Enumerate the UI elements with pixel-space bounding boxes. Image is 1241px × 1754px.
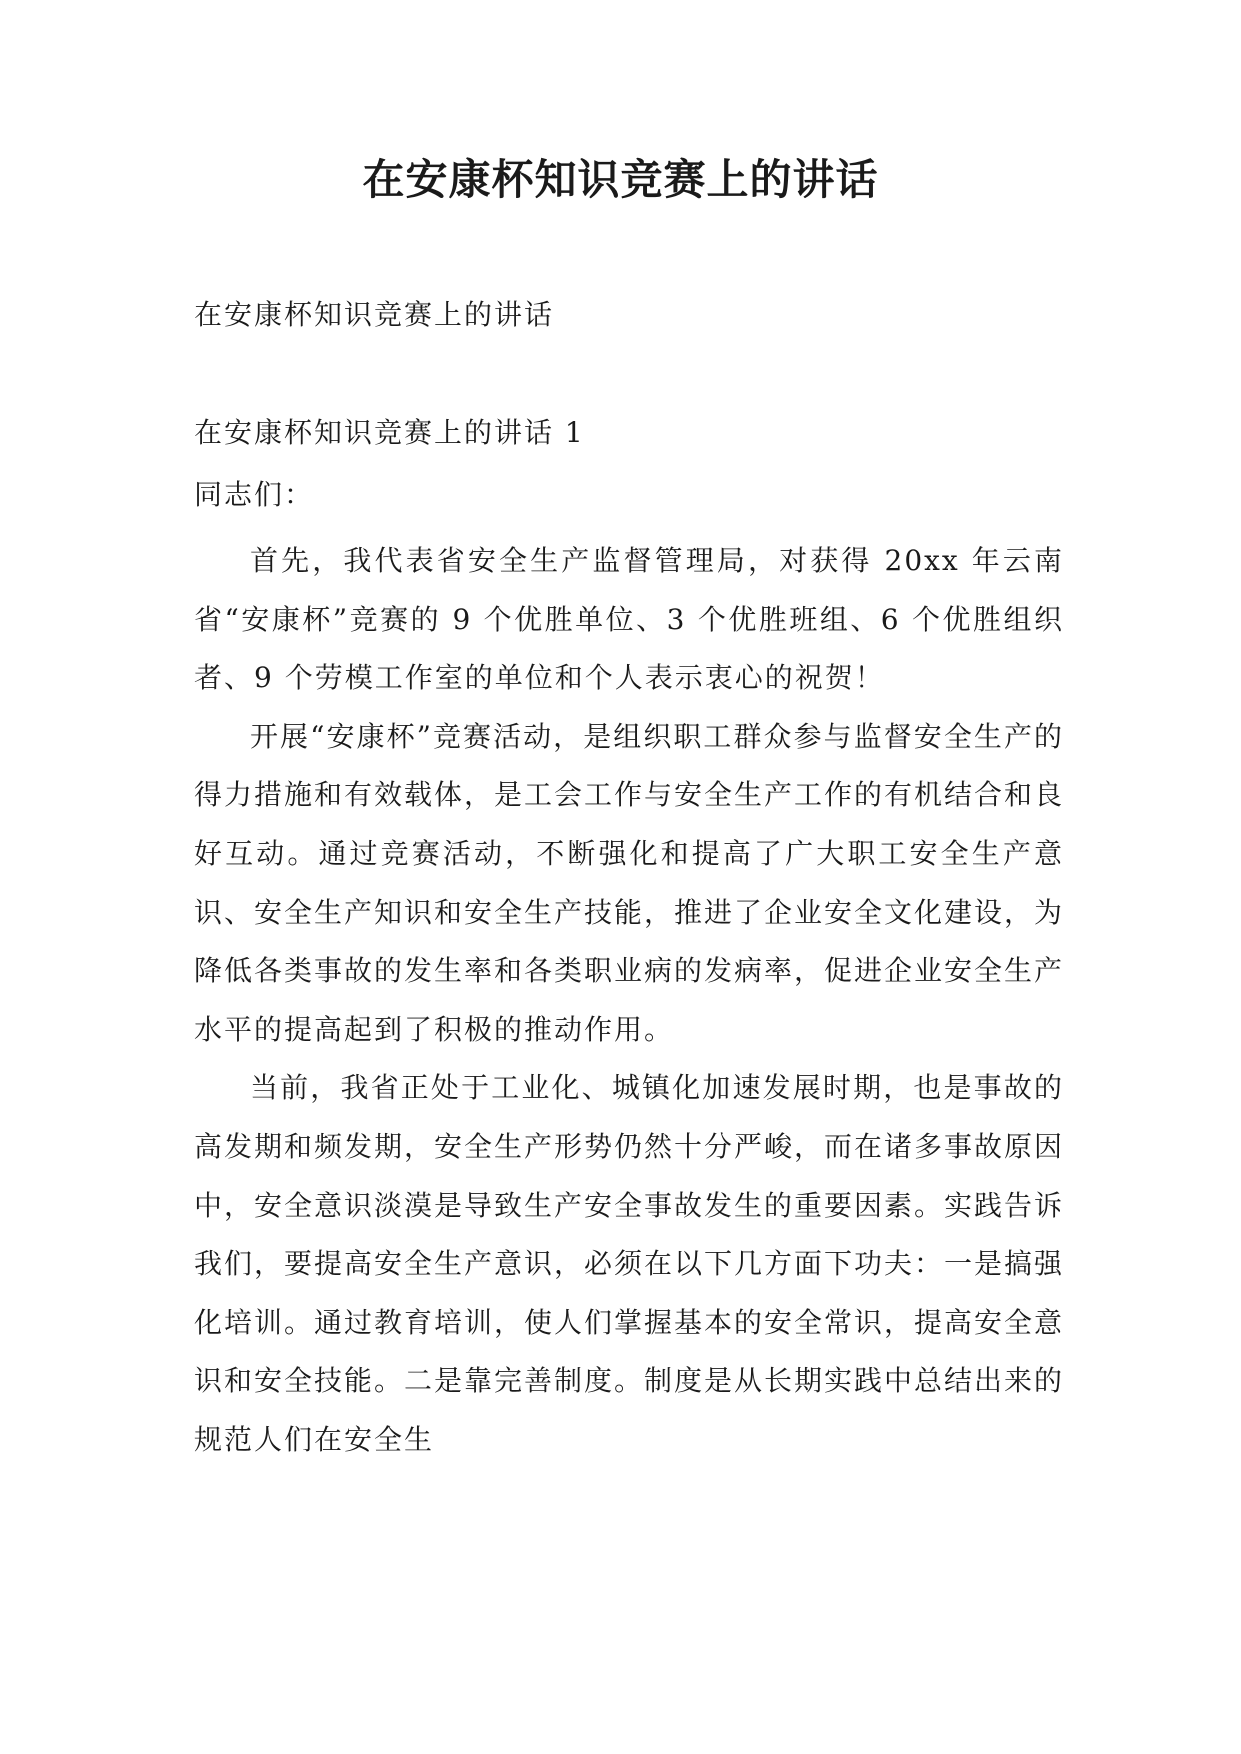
document-subtitle: 在安康杯知识竞赛上的讲话 xyxy=(194,298,555,331)
salutation: 同志们： xyxy=(194,478,315,511)
document-title: 在安康杯知识竞赛上的讲话 xyxy=(362,155,879,204)
paragraph-competition-significance: 开展“安康杯”竞赛活动，是组织职工群众参与监督安全生产的得力措施和有效载体，是工会工作与安全生产工作的有机结合和良好互动。通过竞赛活动，不断强化和提高了广大职工安全生产意识、安全生产知识和安全生产技能，推进了企业安全文化建设，为降低各类事故的发生率和各类职业病的发病率，促进企业安全生产水平的提高起到了积极的推动作用。 xyxy=(194,719,1065,1046)
paragraph-congratulations: 首先，我代表省安全生产监督管理局，对获得 20xx 年云南省“安康杯”竞赛的 9 个优胜单位、3 个优胜班组、6 个优胜组织者、9 个劳模工作室的单位和个人表示衷心的祝贺！ xyxy=(194,544,1064,695)
body-text xyxy=(194,532,1064,1470)
section-heading: 在安康杯知识竞赛上的讲话 1 xyxy=(194,416,585,449)
paragraph-current-situation: 当前，我省正处于工业化、城镇化加速发展时期，也是事故的高发期和频发期，安全生产形势仍然十分严峻，而在诸多事故原因中，安全意识淡漠是导致生产安全事故发生的重要因素。实践告诉我们，要提高安全生产意识，必须在以下几方面下功夫：一是搞强化培训。通过教育培训，使人们掌握基本的安全常识，提高安全意识和安全技能。二是靠完善制度。制度是从长期实践中总结出来的规范人们在安全生 xyxy=(194,1071,1065,1456)
